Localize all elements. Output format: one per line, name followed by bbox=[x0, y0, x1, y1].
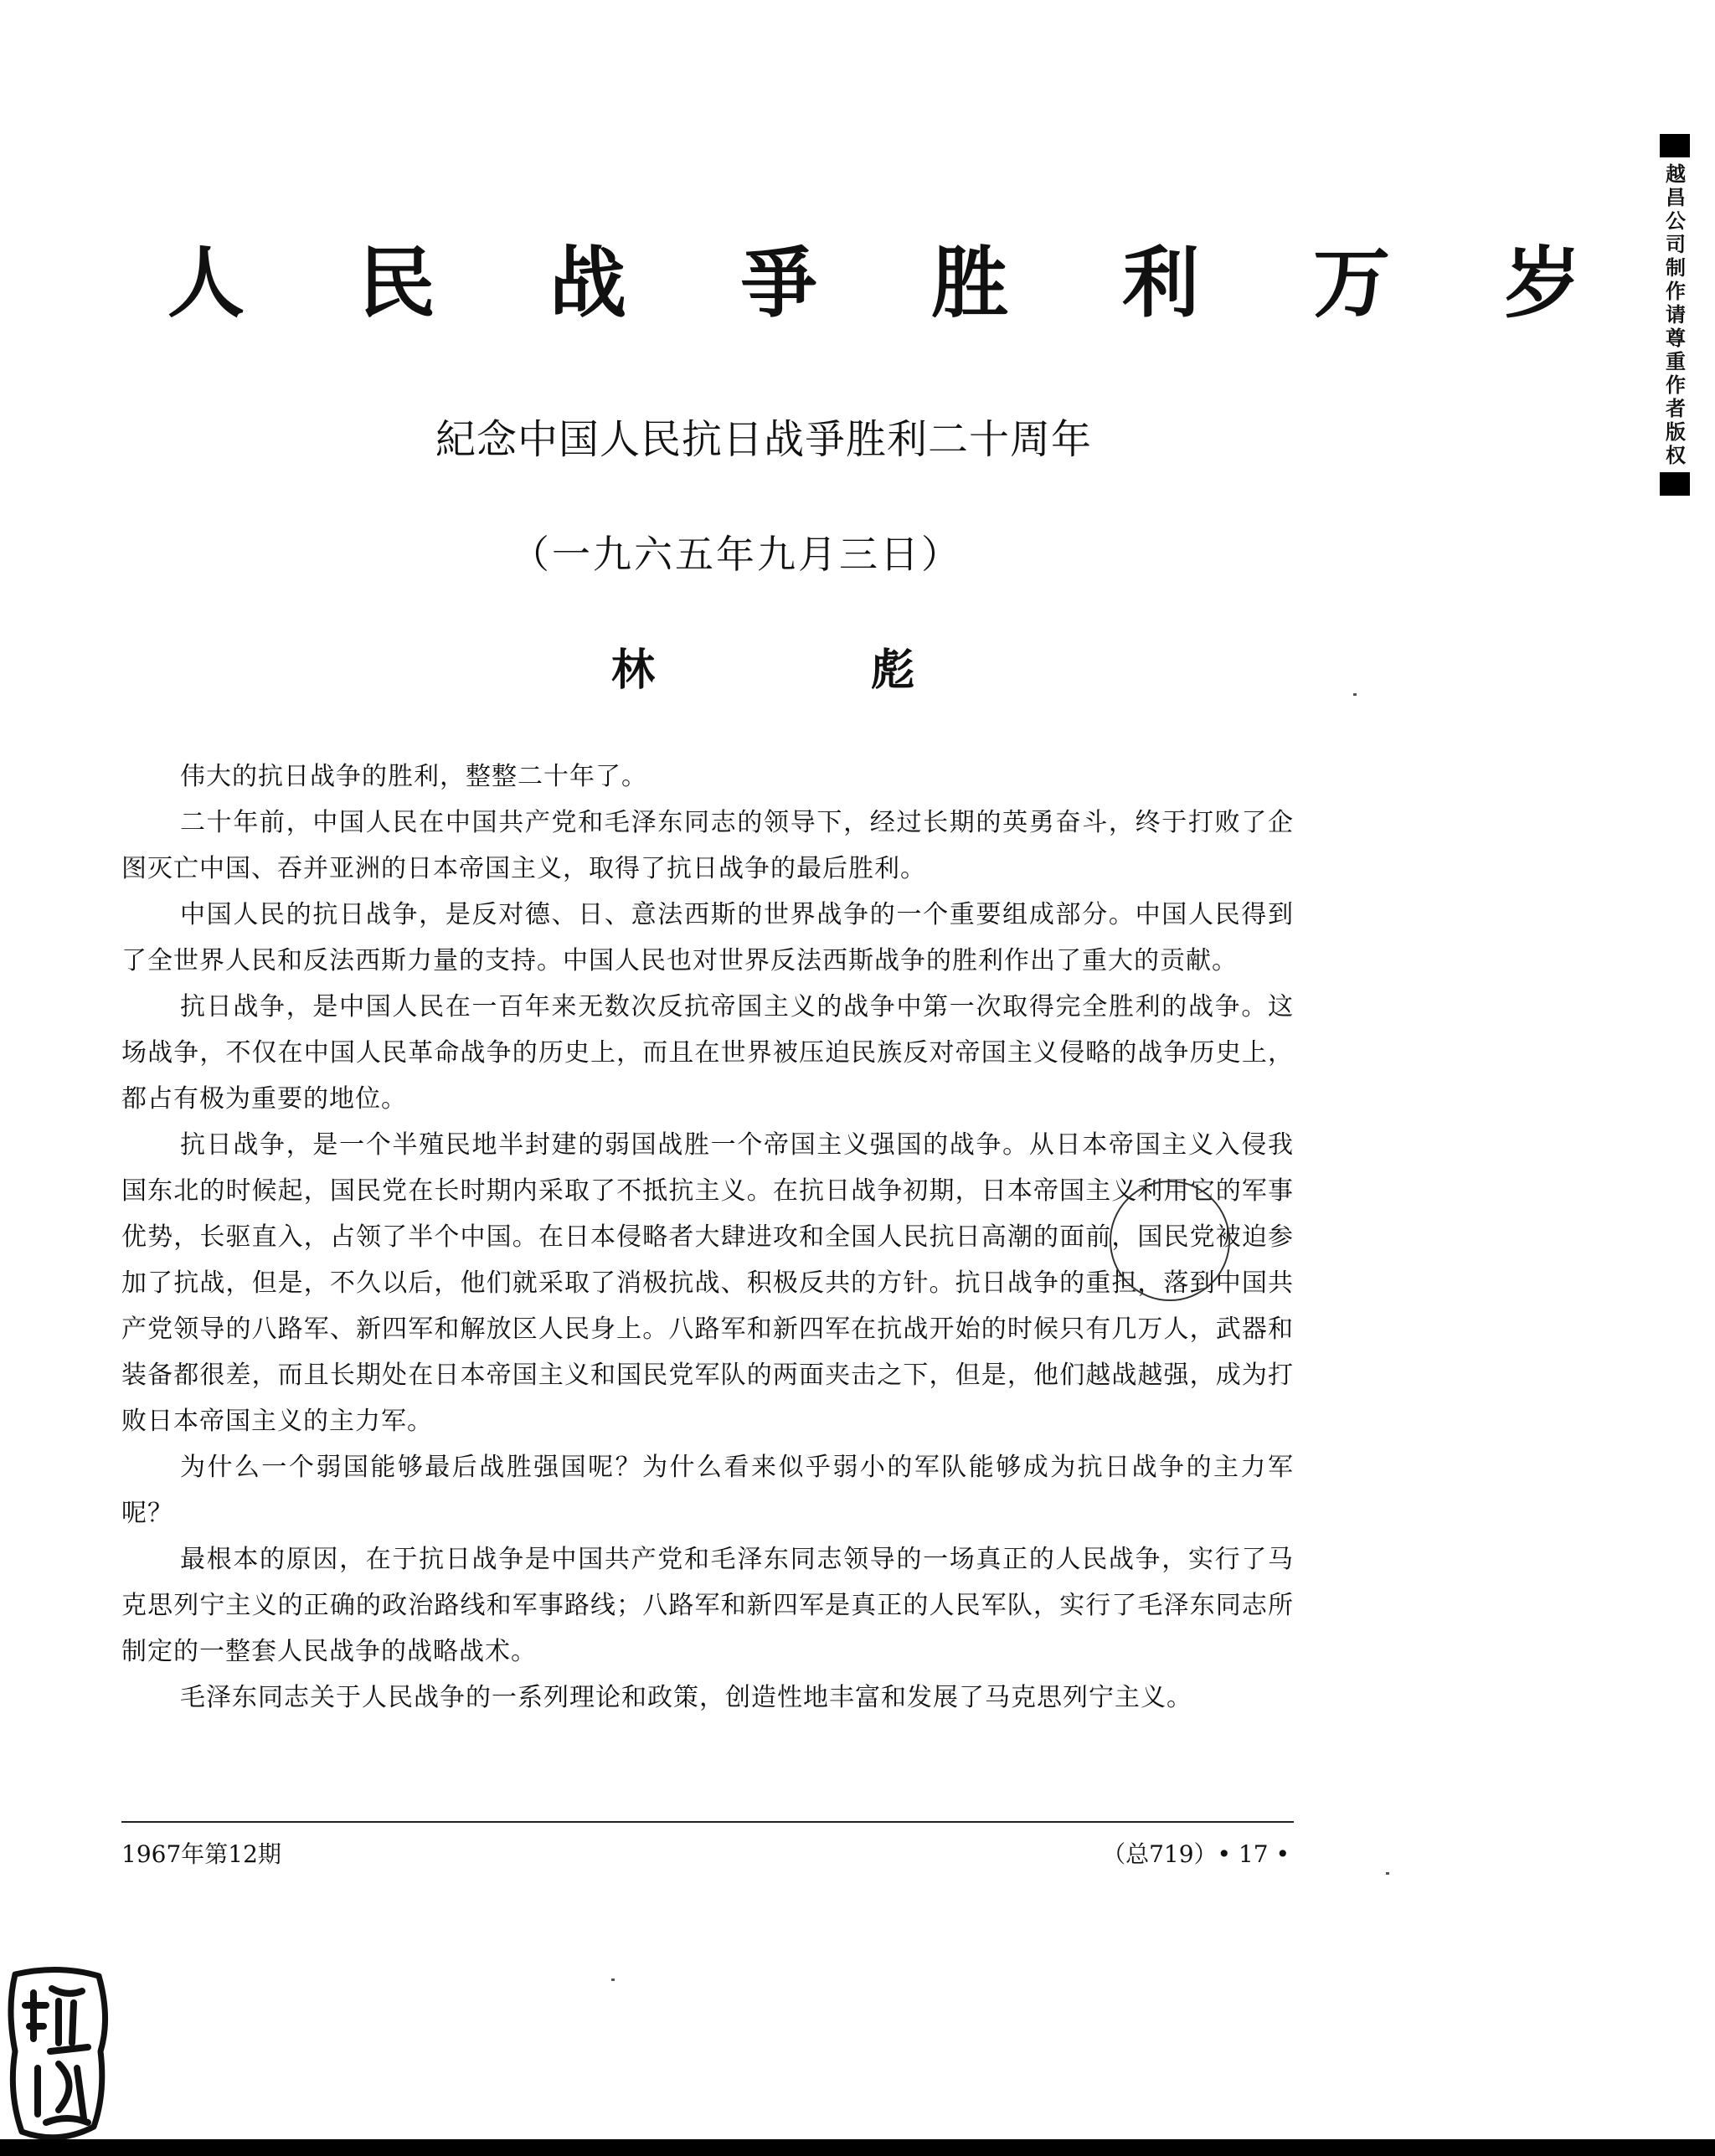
article-date: （一九六五年九月三日） bbox=[511, 532, 962, 577]
paragraph: 伟大的抗日战争的胜利，整整二十年了。 bbox=[180, 762, 647, 791]
paragraph: 毛泽东同志关于人民战争的一系列理论和政策，创造性地丰富和发展了马克思列宁主义。 bbox=[180, 1683, 1192, 1712]
paragraph: 最根本的原因，在于抗日战争是中国共产党和毛泽东同志领导的一场真正的人民战争，实行了马克思列宁主义的正确的政治路线和军事路线；八路军和新四军是真正的人民军队，实行了毛泽东同志所制定的一整套人民战争的战略战术。 bbox=[121, 1545, 1294, 1666]
scan-speck bbox=[611, 1978, 615, 1981]
issue-label: 1967年第12期 bbox=[121, 1840, 281, 1868]
side-stamp-text: 越昌公司制作 请尊重作者版权 bbox=[1666, 162, 1686, 467]
ink-circle-mark bbox=[1110, 1181, 1230, 1301]
scan-speck bbox=[1353, 693, 1357, 696]
paragraph: 抗日战争，是中国人民在一百年来无数次反抗帝国主义的战争中第一次取得完全胜利的战争。这场战争，不仅在中国人民革命战争的历史上，而且在世界被压迫民族反对帝国主义侵略的战争历史上，都占有极为重要的地位。 bbox=[121, 992, 1294, 1114]
page-number: （总719）• 17 • bbox=[1102, 1840, 1290, 1868]
library-seal bbox=[0, 1959, 117, 2156]
paragraph: 中国人民的抗日战争，是反对德、日、意法西斯的世界战争的一个重要组成部分。中国人民得到了全世界人民和反法西斯力量的支持。中国人民也对世界反法西斯战争的胜利作出了重大的贡献。 bbox=[121, 900, 1294, 975]
footer-rule bbox=[121, 1821, 1294, 1823]
article-author: 林 彪 bbox=[611, 645, 1016, 696]
paragraph: 二十年前，中国人民在中国共产党和毛泽东同志的领导下，经过长期的英勇奋斗，终于打败了企图灭亡中国、吞并亚洲的日本帝国主义，取得了抗日战争的最后胜利。 bbox=[121, 808, 1294, 883]
article-subtitle: 紀念中国人民抗日战爭胜利二十周年 bbox=[435, 416, 1093, 463]
side-stamp bbox=[1656, 134, 1695, 586]
paragraph: 为什么一个弱国能够最后战胜强国呢？为什么看来似乎弱小的军队能够成为抗日战争的主力军呢？ bbox=[121, 1453, 1294, 1528]
stamp-bottom-block bbox=[1660, 472, 1690, 496]
article-title: 人 民 战 爭 胜 利 万 岁 bbox=[167, 239, 1625, 328]
stamp-top-block bbox=[1660, 134, 1690, 157]
paragraph: 抗日战争，是一个半殖民地半封建的弱国战胜一个帝国主义强国的战争。从日本帝国主义入侵我国东北的时候起，国民党在长时期内采取了不抵抗主义。在抗日战争初期，日本帝国主义利用它的军事优势，长驱直入，占领了半个中国。在日本侵略者大肆进攻和全国人民抗日高潮的面前，国民党被迫参加了抗战，但是，不久以后，他们就采取了消极抗战、积极反共的方针。抗日战争的重担，落到中国共产党领导的八路军、新四军和解放区人民身上。八路军和新四军在抗战开始的时候只有几万人，武器和装备都很差，而且长期处在日本帝国主义和国民党军队的两面夹击之下，但是，他们越战越强，成为打败日本帝国主义的主力军。 bbox=[121, 1130, 1294, 1436]
scan-bottom-edge bbox=[0, 2139, 1715, 2156]
scan-speck bbox=[1386, 1872, 1389, 1875]
